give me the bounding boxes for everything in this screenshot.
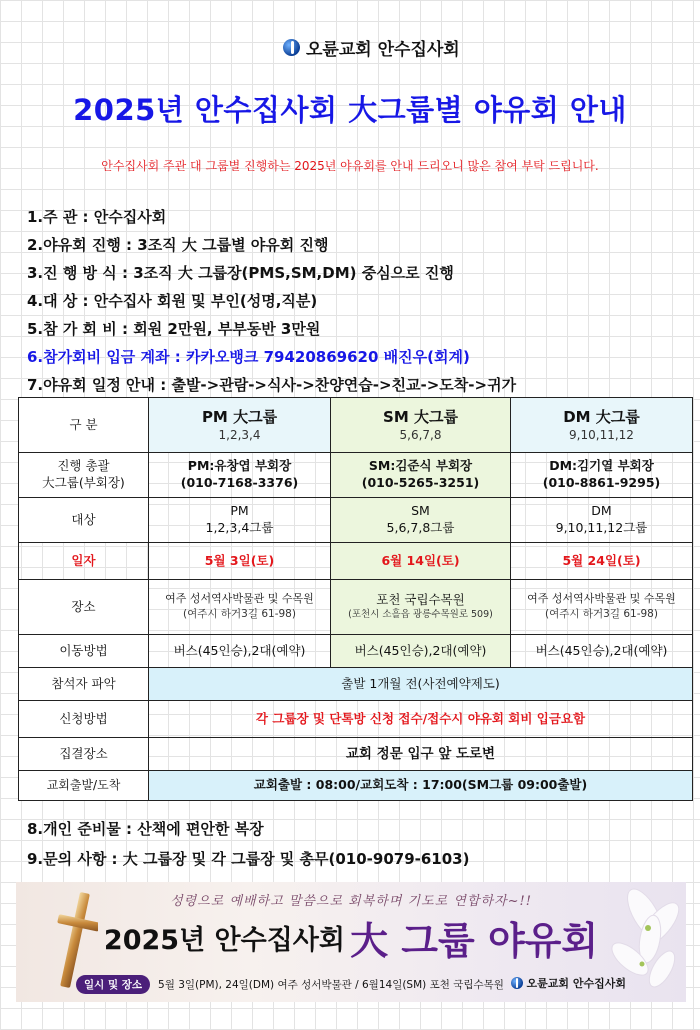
transport-sm: 버스(45인승),2대(예약) [331,635,511,668]
page-title: 2025년 안수집사회 大그룹별 야유회 안내 [73,93,627,127]
leader-pm-phone: (010-7168-3376) [180,475,299,490]
banner-logo [511,975,626,991]
info-list [27,203,687,399]
place-dm [511,580,693,635]
label-transport: 이동방법 [19,635,149,668]
departure-value: 교회출발 : 08:00/교회도착 : 17:00(SM그룹 09:00출발) [149,771,693,801]
target-sm-main: SM [411,503,430,519]
intro-text: 안수집사회 주관 대 그룹별 진행하는 2025년 야유회를 안내 드리오니 많은 참여 부탁 드립니다. [101,159,599,173]
table-row-place [19,580,693,635]
group-dm-nums: 9,10,11,12 [569,428,634,443]
leader-dm [511,453,693,498]
table-row-meeting [19,738,693,771]
info-item-schedule: 7.야유회 일정 안내 : 출발->관람->식사->찬양연습->친교->도착->귀가 [27,376,517,394]
target-sm [331,498,511,543]
date-sm: 6월 14일(토) [331,543,511,580]
label-target: 대상 [19,498,149,543]
info-item-account: 6.참가회비 입금 계좌 : 카카오뱅크 79420869620 배진우(회계) [27,348,470,366]
table-row-departure [19,771,693,801]
banner-logo-text: 오륜교회 안수집사회 [526,977,626,990]
leader-sm-name: SM:김준식 부회장 [368,458,473,474]
leader-dm-name: DM:김기열 부회장 [549,458,654,474]
label-attendance: 참석자 파악 [19,668,149,701]
meeting-value: 교회 정문 입구 앞 도로변 [149,738,693,771]
label-leader-line1: 진행 총괄 [57,458,110,474]
group-pm-name: PM 大그룹 [201,407,278,426]
transport-dm: 버스(45인승),2대(예약) [511,635,693,668]
event-banner [16,882,686,1002]
place-sm-addr: (포천시 소흘읍 광릉수목원로 509) [348,609,493,621]
target-sm-sub: 5,6,7,8그룹 [386,520,455,535]
banner-info: 5월 3일(PM), 24일(DM) 여주 성서박물관 / 6월14일(SM) 포천 국립수목원 [158,978,504,991]
info-item-fee: 5.참 가 회 비 : 회원 2만원, 부부동반 3만원 [27,320,321,338]
target-dm [511,498,693,543]
label-leader-line2: 大그룹(부회장) [42,475,125,490]
banner-title-highlight: 大 그룹 야유회 [350,919,599,963]
group-sm-nums: 5,6,7,8 [399,428,442,443]
leader-pm [149,453,331,498]
info-item-target: 4.대 상 : 안수집사 회원 및 부인(성명,직분) [27,292,318,310]
leader-sm-phone: (010-5265-3251) [361,475,480,490]
group-dm-cell [511,398,693,453]
info-item-supplies: 8.개인 준비물 : 산책에 편안한 복장 [27,820,264,838]
schedule-table [18,397,693,801]
place-dm-addr: (여주시 하거3길 61-98) [545,608,658,621]
label-meeting: 집결장소 [19,738,149,771]
group-sm-cell [331,398,511,453]
target-dm-sub: 9,10,11,12그룹 [555,520,648,535]
date-dm: 5월 24일(토) [511,543,693,580]
group-sm-name: SM 大그룹 [383,407,458,426]
info-item-contact: 9.문의 사항 : 大 그룹장 및 각 그룹장 및 총무(010-9079-6103) [27,850,470,868]
group-pm-cell [149,398,331,453]
group-dm-name: DM 大그룹 [563,407,640,426]
table-row-date [19,543,693,580]
banner-slogan: 성령으로 예배하고 말씀으로 회복하며 기도로 연합하자~!! [170,894,532,909]
place-sm-name: 포천 국립수목원 [376,592,465,608]
target-pm [149,498,331,543]
place-sm [331,580,511,635]
label-group: 구 분 [19,398,149,453]
banner-title-main: 2025년 안수집사회 [103,925,345,956]
label-place: 장소 [19,580,149,635]
leader-pm-name: PM:유창엽 부회장 [187,458,292,474]
table-row-target [19,498,693,543]
place-dm-name: 여주 성서역사박물관 및 수목원 [527,592,676,606]
apply-value: 각 그룹장 및 단톡방 신청 접수/접수시 야유회 회비 입금요함 [149,701,693,738]
info-item-method: 3.진 행 방 식 : 3조직 大 그룹장(PMS,SM,DM) 중심으로 진행 [27,264,454,282]
church-logo-icon [283,39,300,56]
target-pm-sub: 1,2,3,4그룹 [205,520,274,535]
label-departure: 교회출발/도착 [19,771,149,801]
label-apply: 신청방법 [19,701,149,738]
table-row-attendance [19,668,693,701]
info-item-progress: 2.야유회 진행 : 3조직 大 그룹별 야유회 진행 [27,236,329,254]
leader-dm-phone: (010-8861-9295) [542,475,661,490]
label-leader [19,453,149,498]
table-row-transport [19,635,693,668]
info-list-2 [27,814,687,874]
transport-pm: 버스(45인승),2대(예약) [149,635,331,668]
place-pm-addr: (여주시 하거3길 61-98) [183,608,296,621]
leader-sm [331,453,511,498]
date-pm: 5월 3일(토) [149,543,331,580]
place-pm-name: 여주 성서역사박물관 및 수목원 [165,592,314,606]
target-pm-main: PM [230,503,249,519]
banner-pill: 일시 및 장소 [76,975,150,994]
church-logo-text: 오륜교회 안수집사회 [306,39,460,60]
group-pm-nums: 1,2,3,4 [218,428,261,443]
info-item-host: 1.주 관 : 안수집사회 [27,208,167,226]
attendance-value: 출발 1개월 전(사전예약제도) [149,668,693,701]
table-row-group [19,398,693,453]
table-row-apply [19,701,693,738]
church-logo [283,36,460,58]
banner-title [16,910,686,965]
target-dm-main: DM [591,503,612,519]
banner-logo-icon [511,977,523,989]
banner-footer [76,974,504,994]
table-row-leader [19,453,693,498]
place-pm [149,580,331,635]
label-date: 일자 [19,543,149,580]
